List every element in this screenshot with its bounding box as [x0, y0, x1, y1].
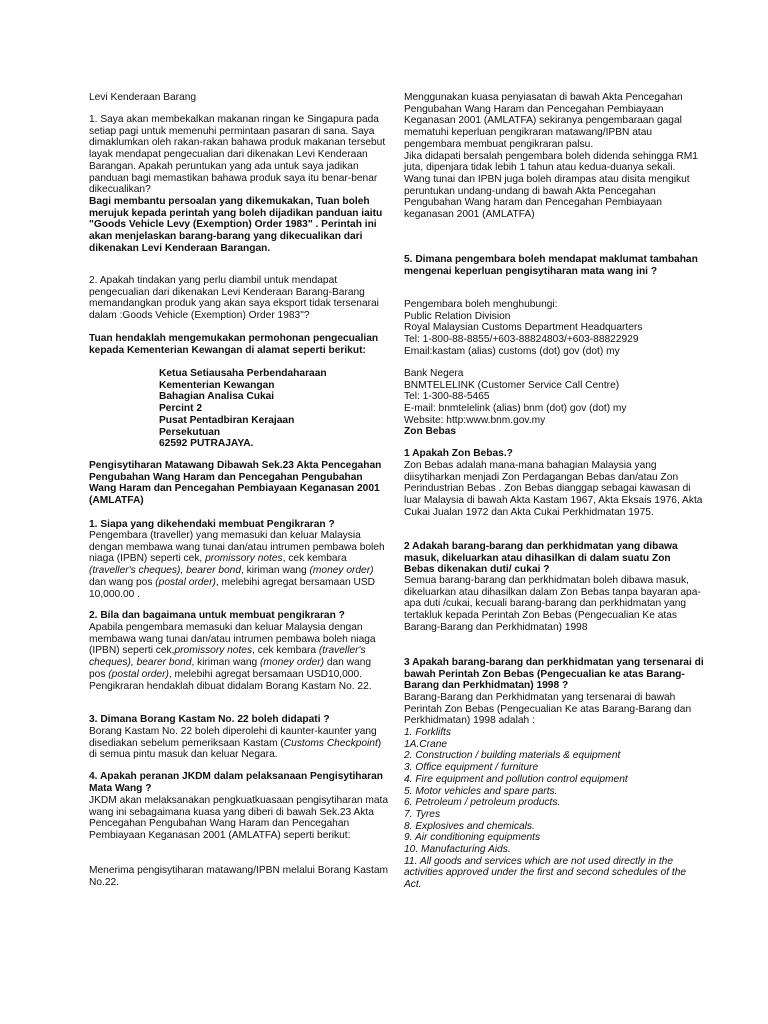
- ministry-address: Ketua Setiausaha Perbendaharaan Kementerian Kewangan Bahagian Analisa Cukai Percint 2 Pusat Pentadbiran Kerajaan Persekutuan 62592 PUTRAJAYA.: [159, 368, 327, 450]
- faq-2-answer: Apabila pengembara memasuki dan keluar Malaysia dengan membawa wang tunai dan/atau intrumen pembawa boleh niaga (IPBN) seperti cek,promissory notes, cek kembara (traveller's cheques), bearer bond, kiriman wang (money order) dan wang pos (postal order), melebihi agregat bersamaan USD10,000. Pengikraran hendaklah dibuat didalam Borang Kastam No. 22.: [89, 622, 376, 692]
- list-item: 4. Fire equipment and pollution control equipment: [404, 773, 628, 785]
- faq-4-answer: JKDM akan melaksanakan pengkuatkuasaan pengisytiharan mata wang ini sebagaimana kuasa yang diberi di bawah Sek.23 Akta Pencegahan Pengubahan Wang Haram dan Pencegahan Pembiayaan Keganasan 2001 (AMLATFA) seperti berikut:: [89, 795, 389, 842]
- investigation-powers-text: Menggunakan kuasa penyiasatan di bawah Akta Pencegahan Pengubahan Wang Haram dan Pencegahan Pembiayaan Keganasan 2001 (AMLATFA) sekiranya pengembaraan gagal mematuhi keperluan pengikraran matawang/IPBN atau pengembara membuat pengikraran palsu. Jika didapati bersalah pengembara boleh didenda sehingga RM1 juta, dipenjara tidak lebih 1 tahun atau kedua-duanya sekali. Wang tunai dan IPBN juga boleh dirampas atau disita mengikut peruntukan undang-undang di bawah Akta Pencegahan Pengubahan Wang haram dan Pencegahan Pembiayaan keganasan 2001 (AMLATFA): [404, 92, 698, 221]
- question-2-text: 2. Apakah tindakan yang perlu diambil untuk mendapat pengecualian dari dikenakan Levi Kenderaan Barang-Barang memandangkan produk yang akan saya eksport tidak tersenarai dalam :Goods Vehicle (Exemption) Order 1983"?: [89, 275, 379, 322]
- bank-negara-contact-info: Bank Negera BNMTELELINK (Customer Service Call Centre) Tel: 1-300-88-5465 E-mail: bnmtelelink (alias) bnm (dot) gov (dot) my Website: http:www.bnm.gov.my: [404, 368, 627, 426]
- list-item: 11. All goods and services which are not used directly in the activities approved under the first and second schedules of the Act.: [404, 855, 687, 891]
- faq-4-receive-declaration: Menerima pengisytiharan matawang/IPBN melalui Borang Kastam No.22.: [89, 865, 388, 888]
- currency-declaration-heading: Pengisytiharan Matawang Dibawah Sek.23 Akta Pencegahan Pengubahan Wang Haram dan Pencegahan Pengubahan Wang Haram dan Pencegahan Pembiayaan Keganasan 2001 (AMLATFA): [89, 460, 382, 507]
- free-zone-q3-answer: Barang-Barang dan Perkhidmatan yang tersenarai di bawah Perintah Zon Bebas (Pengecualian Ke atas Barang-Barang dan Perkhidmatan) 1998 adalah :: [404, 692, 692, 727]
- faq-5-heading: 5. Dimana pengembara boleh mendapat maklumat tambahan mengenai keperluan pengisytiharan mata wang ini ?: [404, 254, 698, 277]
- list-item: 10. Manufacturing Aids.: [404, 844, 511, 856]
- list-item: 1A.Crane: [404, 738, 448, 750]
- list-item: 5. Motor vehicles and spare parts.: [404, 785, 558, 797]
- free-zone-q1-answer: Zon Bebas adalah mana-mana bahagian Malaysia yang diisytiharkan menjadi Zon Perdagangan Bebas dan/atau Zon Perindustrian Bebas . Zon Bebas dianggap sebagai kawasan di luar Malaysia di bawah Akta Kastam 1967, Akta Eksais 1976, Akta Cukai Jualan 1972 dan Akta Cukai Perkhidmatan 1975.: [404, 460, 703, 518]
- question-1-answer: Bagi membantu persoalan yang dikemukakan, Tuan boleh merujuk kepada perintah yang boleh dijadikan panduan iaitu "Goods Vehicle Levy (Exemption) Order 1983" . Perintah ini akan menjelaskan barang-barang yang dikecualikan dari dikenakan Levi Kenderaan Barangan.: [89, 196, 383, 254]
- faq-4-heading: 4. Apakah peranan JKDM dalam pelaksanaan Pengisytiharan Mata Wang ?: [89, 771, 384, 794]
- list-item: 1. Forklifts: [404, 727, 451, 738]
- faq-2-heading: 2. Bila dan bagaimana untuk membuat pengikraran ?: [89, 610, 345, 621]
- faq-3-answer: Borang Kastam No. 22 boleh diperolehi di kaunter-kaunter yang disediakan sebelum pemeriksaan Kastam (Customs Checkpoint) di semua pintu masuk dan keluar Negara.: [89, 726, 382, 761]
- free-zone-q3-heading: 3 Apakah barang-barang dan perkhidmatan yang tersenarai di bawah Perintah Zon Bebas (Pengecualian ke atas Barang-Barang dan Perkhidmatan) 1998 ?: [404, 657, 704, 692]
- customs-contact-info: Pengembara boleh menghubungi: Public Relation Division Royal Malaysian Customs Department Headquarters Tel: 1-800-88-8855/+603-88824803/+603-88822929 Email:kastam (alias) customs (dot) gov (dot) my: [404, 299, 643, 357]
- free-zone-q2-heading: 2 Adakah barang-barang dan perkhidmatan yang dibawa masuk, dikeluarkan atau dihasilkan di dalam suatu Zon Bebas dikenakan duti/ cukai ?: [404, 541, 678, 576]
- page-title: Levi Kenderaan Barang: [89, 92, 197, 103]
- free-zone-title: Zon Bebas: [404, 426, 457, 437]
- free-zone-q2-answer: Semua barang-barang dan perkhidmatan boleh dibawa masuk, dikeluarkan atau dihasilkan dalam Zon Bebas tanpa bayaran apa-apa duti /cukai, kecuali barang-barang dan perkhidmatan yang tertakluk kepada Perintah Zon Bebas (Pengecualian Ke atas Barang-Barang dan Perkhidmatan) 1998: [404, 575, 701, 633]
- list-item: 3. Office equipment / furniture: [404, 762, 539, 774]
- list-item: 7. Tyres: [404, 808, 441, 820]
- list-item: 6. Petroleum / petroleum products.: [404, 797, 561, 809]
- question-2-answer: Tuan hendaklah mengemukakan permohonan pengecualian kepada Kementerian Kewangan di alamat seperti berikut:: [89, 333, 379, 356]
- faq-1-heading: 1. Siapa yang dikehendaki membuat Pengikraran ?: [89, 519, 335, 530]
- free-zone-q1-heading: 1 Apakah Zon Bebas.?: [404, 448, 513, 459]
- list-item: 9. Air conditioning equipments: [404, 832, 541, 844]
- question-1-text: 1. Saya akan membekalkan makanan ringan ke Singapura pada setiap pagi untuk memenuhi permintaan pasaran di sana. Saya dimaklumkan oleh rakan-rakan bahawa produk makanan tersebut layak mendapat pengecualian dari dikenakan Levi Kenderaan Barangan. Apakah peruntukan yang ada untuk saya jadikan panduan bagi memastikan bahawa produk saya itu benar-benar dikecualikan?: [89, 114, 386, 196]
- exempted-goods-list: [404, 727, 704, 891]
- list-item: 8. Explosives and chemicals.: [404, 820, 535, 832]
- faq-3-heading: 3. Dimana Borang Kastam No. 22 boleh didapati ?: [89, 714, 330, 725]
- faq-1-answer: Pengembara (traveller) yang memasuki dan keluar Malaysia dengan membawa wang tunai dan/atau intrumen pembawa boleh niaga (IPBN) seperti cek, promissory notes, cek kembara (traveller's cheques), bearer bond, kiriman wang (money order) dan wang pos (postal order), melebihi agregat bersamaan USD 10,000.00 .: [89, 530, 385, 600]
- list-item: 2. Construction / building materials & equipment: [404, 750, 621, 762]
